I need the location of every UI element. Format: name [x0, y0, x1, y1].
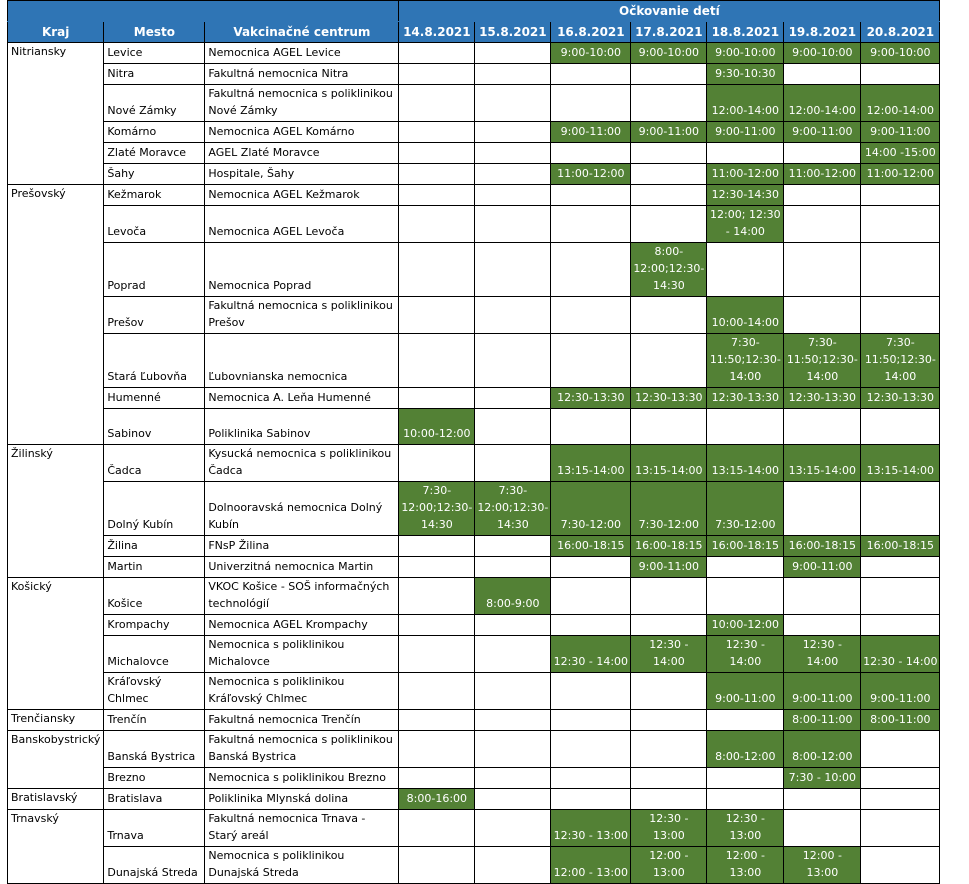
empty-slot-cell[interactable]	[551, 578, 631, 615]
mesto-cell[interactable]: Zlaté Moravce	[104, 143, 205, 164]
empty-slot-cell[interactable]	[475, 43, 551, 64]
time-slot-cell[interactable]: 12:30-13:30	[861, 388, 940, 409]
centrum-cell[interactable]: Fakultná nemocnica Trenčín	[205, 710, 399, 731]
table-row	[8, 673, 940, 710]
table-row	[8, 243, 940, 297]
time-slot-cell[interactable]: 7:30-11:50;12:30-14:00	[861, 334, 940, 388]
column-header-date-6[interactable]: 19.8.2021	[784, 22, 861, 43]
empty-slot-cell[interactable]	[551, 334, 631, 388]
table-row	[8, 334, 940, 388]
mesto-cell[interactable]: Košice	[104, 578, 205, 615]
empty-slot-cell[interactable]	[475, 731, 551, 768]
empty-slot-cell[interactable]	[475, 122, 551, 143]
time-slot-cell[interactable]: 13:15-14:00	[551, 445, 631, 482]
empty-slot-cell[interactable]	[475, 334, 551, 388]
empty-slot-cell[interactable]	[399, 673, 475, 710]
empty-slot-cell[interactable]	[475, 673, 551, 710]
table-row	[8, 731, 940, 768]
mesto-cell[interactable]: Trenčín	[104, 710, 205, 731]
time-slot-cell[interactable]: 12:00-14:00	[861, 85, 940, 122]
empty-slot-cell[interactable]	[475, 768, 551, 789]
time-slot-cell[interactable]: 9:00-10:00	[861, 43, 940, 64]
centrum-cell[interactable]: Dolnooravská nemocnica Dolný Kubín	[205, 482, 399, 536]
empty-slot-cell[interactable]	[631, 185, 707, 206]
centrum-cell[interactable]: Nemocnica s poliklinikou Michalovce	[205, 636, 399, 673]
empty-slot-cell[interactable]	[551, 615, 631, 636]
kraj-cell[interactable]: Trenčiansky	[8, 710, 104, 731]
centrum-cell[interactable]: Poliklinika Sabinov	[205, 409, 399, 445]
table-row	[8, 64, 940, 85]
table-row	[8, 164, 940, 185]
time-slot-cell[interactable]: 12:00 - 13:00	[551, 847, 631, 884]
empty-slot-cell[interactable]	[399, 185, 475, 206]
empty-slot-cell[interactable]	[475, 615, 551, 636]
centrum-cell[interactable]: Nemocnica Poprad	[205, 243, 399, 297]
centrum-cell[interactable]: Nemocnica s poliklinikou Dunajská Streda	[205, 847, 399, 884]
column-header-kraj[interactable]: Kraj	[8, 22, 104, 43]
empty-slot-cell[interactable]	[784, 615, 861, 636]
time-slot-cell[interactable]: 8:00-12:00;12:30-14:30	[631, 243, 707, 297]
time-slot-cell[interactable]: 7:30-12:00;12:30-14:30	[475, 482, 551, 536]
time-slot-cell[interactable]: 12:30 - 14:00	[861, 636, 940, 673]
mesto-cell[interactable]: Michalovce	[104, 636, 205, 673]
centrum-cell[interactable]: FNsP Žilina	[205, 536, 399, 557]
vaccination-schedule-table	[7, 0, 940, 884]
time-slot-cell[interactable]: 7:30-12:00	[631, 482, 707, 536]
kraj-cell[interactable]: Nitriansky	[8, 43, 104, 185]
time-slot-cell[interactable]: 8:00-9:00	[475, 578, 551, 615]
empty-slot-cell[interactable]	[399, 578, 475, 615]
table-row	[8, 206, 940, 243]
time-slot-cell[interactable]: 12:00-14:00	[784, 85, 861, 122]
time-slot-cell[interactable]: 12:30-13:30	[707, 388, 784, 409]
time-slot-cell[interactable]: 12:00 - 13:00	[631, 847, 707, 884]
empty-slot-cell[interactable]	[551, 768, 631, 789]
empty-slot-cell[interactable]	[399, 243, 475, 297]
centrum-cell[interactable]: Ľubovnianska nemocnica	[205, 334, 399, 388]
empty-slot-cell[interactable]	[784, 409, 861, 445]
column-header-date-1[interactable]: 14.8.2021	[399, 22, 475, 43]
empty-slot-cell[interactable]	[475, 388, 551, 409]
kraj-cell[interactable]: Košický	[8, 578, 104, 710]
time-slot-cell[interactable]: 11:00-12:00	[861, 164, 940, 185]
empty-slot-cell[interactable]	[475, 789, 551, 810]
column-header-date-5[interactable]: 18.8.2021	[707, 22, 784, 43]
title-spacer	[8, 1, 399, 22]
time-slot-cell[interactable]: 9:00-11:00	[551, 122, 631, 143]
empty-slot-cell[interactable]	[475, 847, 551, 884]
empty-slot-cell[interactable]	[631, 297, 707, 334]
empty-slot-cell[interactable]	[399, 847, 475, 884]
time-slot-cell[interactable]: 12:30 - 14:00	[784, 636, 861, 673]
column-header-centrum[interactable]: Vakcinačné centrum	[205, 22, 399, 43]
time-slot-cell[interactable]: 9:30-10:30	[707, 64, 784, 85]
time-slot-cell[interactable]: 13:15-14:00	[784, 445, 861, 482]
centrum-cell[interactable]: Nemocnica A. Leňa Humenné	[205, 388, 399, 409]
table-row	[8, 847, 940, 884]
mesto-cell[interactable]: Žilina	[104, 536, 205, 557]
empty-slot-cell[interactable]	[475, 710, 551, 731]
empty-slot-cell[interactable]	[861, 409, 940, 445]
mesto-cell[interactable]: Brezno	[104, 768, 205, 789]
empty-slot-cell[interactable]	[551, 143, 631, 164]
empty-slot-cell[interactable]	[399, 297, 475, 334]
kraj-cell[interactable]: Banskobystrický	[8, 731, 104, 789]
mesto-cell[interactable]: Prešov	[104, 297, 205, 334]
table-row	[8, 615, 940, 636]
centrum-cell[interactable]: Hospitale, Šahy	[205, 164, 399, 185]
table-row	[8, 636, 940, 673]
time-slot-cell[interactable]: 12:30-14:30	[707, 185, 784, 206]
empty-slot-cell[interactable]	[475, 297, 551, 334]
time-slot-cell[interactable]: 12:30 - 14:00	[631, 636, 707, 673]
empty-slot-cell[interactable]	[399, 445, 475, 482]
empty-slot-cell[interactable]	[784, 243, 861, 297]
mesto-cell[interactable]: Poprad	[104, 243, 205, 297]
empty-slot-cell[interactable]	[861, 557, 940, 578]
time-slot-cell[interactable]: 7:30-11:50;12:30-14:00	[707, 334, 784, 388]
time-slot-cell[interactable]: 12:30 - 13:00	[551, 810, 631, 847]
time-slot-cell[interactable]: 12:30 - 14:00	[551, 636, 631, 673]
empty-slot-cell[interactable]	[861, 578, 940, 615]
empty-slot-cell[interactable]	[551, 409, 631, 445]
empty-slot-cell[interactable]	[631, 615, 707, 636]
empty-slot-cell[interactable]	[475, 85, 551, 122]
empty-slot-cell[interactable]	[631, 768, 707, 789]
empty-slot-cell[interactable]	[631, 578, 707, 615]
table-row	[8, 768, 940, 789]
empty-slot-cell[interactable]	[399, 731, 475, 768]
time-slot-cell[interactable]: 9:00-10:00	[631, 43, 707, 64]
empty-slot-cell[interactable]	[399, 64, 475, 85]
centrum-cell[interactable]: Nemocnica AGEL Krompachy	[205, 615, 399, 636]
kraj-cell[interactable]: Prešovský	[8, 185, 104, 445]
centrum-cell[interactable]: Nemocnica AGEL Levice	[205, 43, 399, 64]
kraj-cell[interactable]: Bratislavský	[8, 789, 104, 810]
mesto-cell[interactable]: Nitra	[104, 64, 205, 85]
empty-slot-cell[interactable]	[631, 164, 707, 185]
empty-slot-cell[interactable]	[399, 810, 475, 847]
empty-slot-cell[interactable]	[631, 710, 707, 731]
time-slot-cell[interactable]: 7:30-12:00	[707, 482, 784, 536]
empty-slot-cell[interactable]	[707, 409, 784, 445]
time-slot-cell[interactable]: 9:00-11:00	[784, 557, 861, 578]
time-slot-cell[interactable]: 16:00-18:15	[707, 536, 784, 557]
time-slot-cell[interactable]: 12:00 - 13:00	[784, 847, 861, 884]
centrum-cell[interactable]: Poliklinika Mlynská dolina	[205, 789, 399, 810]
empty-slot-cell[interactable]	[399, 768, 475, 789]
table-row	[8, 297, 940, 334]
column-header-date-4[interactable]: 17.8.2021	[631, 22, 707, 43]
empty-slot-cell[interactable]	[631, 731, 707, 768]
empty-slot-cell[interactable]	[861, 243, 940, 297]
empty-slot-cell[interactable]	[551, 206, 631, 243]
centrum-cell[interactable]: Nemocnica s poliklinikou Kráľovský Chlmec	[205, 673, 399, 710]
time-slot-cell[interactable]: 10:00-14:00	[707, 297, 784, 334]
mesto-cell[interactable]: Stará Ľubovňa	[104, 334, 205, 388]
centrum-cell[interactable]: Nemocnica AGEL Levoča	[205, 206, 399, 243]
mesto-cell[interactable]: Dunajská Streda	[104, 847, 205, 884]
time-slot-cell[interactable]: 8:00-12:00	[707, 731, 784, 768]
empty-slot-cell[interactable]	[861, 847, 940, 884]
table-row	[8, 43, 940, 64]
empty-slot-cell[interactable]	[551, 731, 631, 768]
mesto-cell[interactable]: Martin	[104, 557, 205, 578]
empty-slot-cell[interactable]	[399, 122, 475, 143]
empty-slot-cell[interactable]	[551, 673, 631, 710]
time-slot-cell[interactable]: 12:00; 12:30 - 14:00	[707, 206, 784, 243]
table-row	[8, 122, 940, 143]
table-row	[8, 388, 940, 409]
empty-slot-cell[interactable]	[784, 206, 861, 243]
table-body	[8, 43, 940, 884]
time-slot-cell[interactable]: 11:00-12:00	[551, 164, 631, 185]
time-slot-cell[interactable]: 13:15-14:00	[631, 445, 707, 482]
empty-slot-cell[interactable]	[631, 409, 707, 445]
time-slot-cell[interactable]: 12:30 - 13:00	[631, 810, 707, 847]
empty-slot-cell[interactable]	[861, 731, 940, 768]
mesto-cell[interactable]: Trnava	[104, 810, 205, 847]
table-title: Očkovanie detí	[399, 1, 940, 22]
time-slot-cell[interactable]: 12:30 - 14:00	[707, 636, 784, 673]
empty-slot-cell[interactable]	[784, 810, 861, 847]
empty-slot-cell[interactable]	[551, 557, 631, 578]
time-slot-cell[interactable]: 7:30 - 10:00	[784, 768, 861, 789]
time-slot-cell[interactable]: 9:00-11:00	[784, 122, 861, 143]
centrum-cell[interactable]: Nemocnica AGEL Kežmarok	[205, 185, 399, 206]
time-slot-cell[interactable]: 16:00-18:15	[861, 536, 940, 557]
empty-slot-cell[interactable]	[399, 710, 475, 731]
empty-slot-cell[interactable]	[475, 409, 551, 445]
empty-slot-cell[interactable]	[707, 710, 784, 731]
empty-slot-cell[interactable]	[707, 768, 784, 789]
empty-slot-cell[interactable]	[399, 206, 475, 243]
table-row	[8, 557, 940, 578]
table-row	[8, 143, 940, 164]
centrum-cell[interactable]: Fakultná nemocnica Trnava - Starý areál	[205, 810, 399, 847]
empty-slot-cell[interactable]	[784, 185, 861, 206]
time-slot-cell[interactable]: 11:00-12:00	[784, 164, 861, 185]
empty-slot-cell[interactable]	[551, 64, 631, 85]
empty-slot-cell[interactable]	[631, 206, 707, 243]
centrum-cell[interactable]: Nemocnica s poliklinikou Brezno	[205, 768, 399, 789]
time-slot-cell[interactable]: 12:30-13:30	[551, 388, 631, 409]
empty-slot-cell[interactable]	[475, 445, 551, 482]
empty-slot-cell[interactable]	[551, 789, 631, 810]
centrum-cell[interactable]: Fakultná nemocnica s poliklinikou Banská Bystrica	[205, 731, 399, 768]
table-row	[8, 85, 940, 122]
empty-slot-cell[interactable]	[399, 536, 475, 557]
time-slot-cell[interactable]: 8:00-12:00	[784, 731, 861, 768]
mesto-cell[interactable]: Sabinov	[104, 409, 205, 445]
time-slot-cell[interactable]: 7:30-12:00	[551, 482, 631, 536]
empty-slot-cell[interactable]	[551, 710, 631, 731]
empty-slot-cell[interactable]	[861, 615, 940, 636]
empty-slot-cell[interactable]	[399, 143, 475, 164]
time-slot-cell[interactable]: 9:00-10:00	[551, 43, 631, 64]
centrum-cell[interactable]: Kysucká nemocnica s poliklinikou Čadca	[205, 445, 399, 482]
time-slot-cell[interactable]: 8:00-11:00	[861, 710, 940, 731]
empty-slot-cell[interactable]	[631, 64, 707, 85]
time-slot-cell[interactable]: 16:00-18:15	[631, 536, 707, 557]
empty-slot-cell[interactable]	[475, 636, 551, 673]
empty-slot-cell[interactable]	[399, 636, 475, 673]
column-header-date-2[interactable]: 15.8.2021	[475, 22, 551, 43]
empty-slot-cell[interactable]	[861, 789, 940, 810]
time-slot-cell[interactable]: 10:00-12:00	[399, 409, 475, 445]
time-slot-cell[interactable]: 9:00-11:00	[631, 122, 707, 143]
time-slot-cell[interactable]: 10:00-12:00	[707, 615, 784, 636]
empty-slot-cell[interactable]	[475, 243, 551, 297]
empty-slot-cell[interactable]	[551, 297, 631, 334]
table-row	[8, 810, 940, 847]
time-slot-cell[interactable]: 12:00-14:00	[707, 85, 784, 122]
time-slot-cell[interactable]: 12:00 - 13:00	[707, 847, 784, 884]
empty-slot-cell[interactable]	[475, 536, 551, 557]
empty-slot-cell[interactable]	[861, 185, 940, 206]
empty-slot-cell[interactable]	[707, 578, 784, 615]
empty-slot-cell[interactable]	[861, 64, 940, 85]
empty-slot-cell[interactable]	[631, 673, 707, 710]
time-slot-cell[interactable]: 9:00-10:00	[784, 43, 861, 64]
mesto-cell[interactable]: Nové Zámky	[104, 85, 205, 122]
empty-slot-cell[interactable]	[399, 615, 475, 636]
time-slot-cell[interactable]: 13:15-14:00	[707, 445, 784, 482]
empty-slot-cell[interactable]	[475, 810, 551, 847]
time-slot-cell[interactable]: 7:30-11:50;12:30-14:00	[784, 334, 861, 388]
centrum-cell[interactable]: Fakultná nemocnica s poliklinikou Nové Zámky	[205, 85, 399, 122]
kraj-cell[interactable]: Žilinský	[8, 445, 104, 578]
mesto-cell[interactable]: Humenné	[104, 388, 205, 409]
empty-slot-cell[interactable]	[784, 578, 861, 615]
time-slot-cell[interactable]: 12:30 - 13:00	[707, 810, 784, 847]
time-slot-cell[interactable]: 7:30-12:00;12:30-14:30	[399, 482, 475, 536]
empty-slot-cell[interactable]	[861, 206, 940, 243]
table-row	[8, 482, 940, 536]
time-slot-cell[interactable]: 9:00-10:00	[707, 43, 784, 64]
time-slot-cell[interactable]: 16:00-18:15	[784, 536, 861, 557]
kraj-cell[interactable]: Trnavský	[8, 810, 104, 884]
mesto-cell[interactable]: Šahy	[104, 164, 205, 185]
empty-slot-cell[interactable]	[399, 164, 475, 185]
mesto-cell[interactable]: Dolný Kubín	[104, 482, 205, 536]
empty-slot-cell[interactable]	[475, 143, 551, 164]
column-header-mesto[interactable]: Mesto	[104, 22, 205, 43]
empty-slot-cell[interactable]	[861, 768, 940, 789]
table-row	[8, 536, 940, 557]
empty-slot-cell[interactable]	[707, 243, 784, 297]
centrum-cell[interactable]: VKOC Košice - SOŠ informačných technológií	[205, 578, 399, 615]
mesto-cell[interactable]: Kežmarok	[104, 185, 205, 206]
mesto-cell[interactable]: Komárno	[104, 122, 205, 143]
time-slot-cell[interactable]: 13:15-14:00	[861, 445, 940, 482]
time-slot-cell[interactable]: 12:30-13:30	[784, 388, 861, 409]
time-slot-cell[interactable]: 16:00-18:15	[551, 536, 631, 557]
time-slot-cell[interactable]: 8:00-11:00	[784, 710, 861, 731]
time-slot-cell[interactable]: 11:00-12:00	[707, 164, 784, 185]
empty-slot-cell[interactable]	[475, 185, 551, 206]
empty-slot-cell[interactable]	[784, 143, 861, 164]
centrum-cell[interactable]: Nemocnica AGEL Komárno	[205, 122, 399, 143]
empty-slot-cell[interactable]	[475, 206, 551, 243]
empty-slot-cell[interactable]	[399, 43, 475, 64]
empty-slot-cell[interactable]	[861, 482, 940, 536]
empty-slot-cell[interactable]	[399, 557, 475, 578]
mesto-cell[interactable]: Bratislava	[104, 789, 205, 810]
mesto-cell[interactable]: Krompachy	[104, 615, 205, 636]
centrum-cell[interactable]: Fakultná nemocnica Nitra	[205, 64, 399, 85]
table-row	[8, 710, 940, 731]
table-row	[8, 185, 940, 206]
empty-slot-cell[interactable]	[399, 85, 475, 122]
empty-slot-cell[interactable]	[784, 789, 861, 810]
column-header-date-3[interactable]: 16.8.2021	[551, 22, 631, 43]
mesto-cell[interactable]: Čadca	[104, 445, 205, 482]
empty-slot-cell[interactable]	[784, 64, 861, 85]
centrum-cell[interactable]: Univerzitná nemocnica Martin	[205, 557, 399, 578]
time-slot-cell[interactable]: 9:00-11:00	[631, 557, 707, 578]
mesto-cell[interactable]: Banská Bystrica	[104, 731, 205, 768]
empty-slot-cell[interactable]	[707, 557, 784, 578]
mesto-cell[interactable]: Levoča	[104, 206, 205, 243]
centrum-cell[interactable]: AGEL Zlaté Moravce	[205, 143, 399, 164]
empty-slot-cell[interactable]	[475, 164, 551, 185]
empty-slot-cell[interactable]	[707, 143, 784, 164]
time-slot-cell[interactable]: 8:00-16:00	[399, 789, 475, 810]
empty-slot-cell[interactable]	[551, 243, 631, 297]
empty-slot-cell[interactable]	[631, 789, 707, 810]
empty-slot-cell[interactable]	[551, 85, 631, 122]
empty-slot-cell[interactable]	[399, 334, 475, 388]
time-slot-cell[interactable]: 9:00-11:00	[861, 673, 940, 710]
empty-slot-cell[interactable]	[631, 334, 707, 388]
empty-slot-cell[interactable]	[399, 388, 475, 409]
time-slot-cell[interactable]: 9:00-11:00	[707, 122, 784, 143]
empty-slot-cell[interactable]	[861, 297, 940, 334]
mesto-cell[interactable]: Kráľovský Chlmec	[104, 673, 205, 710]
empty-slot-cell[interactable]	[784, 482, 861, 536]
column-header-date-7[interactable]: 20.8.2021	[861, 22, 940, 43]
empty-slot-cell[interactable]	[631, 143, 707, 164]
table-row	[8, 578, 940, 615]
table-row	[8, 789, 940, 810]
time-slot-cell[interactable]: 9:00-11:00	[707, 673, 784, 710]
empty-slot-cell[interactable]	[475, 64, 551, 85]
empty-slot-cell[interactable]	[707, 789, 784, 810]
time-slot-cell[interactable]: 12:30-13:30	[631, 388, 707, 409]
time-slot-cell[interactable]: 9:00-11:00	[784, 673, 861, 710]
centrum-cell[interactable]: Fakultná nemocnica s poliklinikou Prešov	[205, 297, 399, 334]
table-row	[8, 409, 940, 445]
vaccination-table-sheet	[7, 0, 940, 884]
table-row	[8, 445, 940, 482]
time-slot-cell[interactable]: 9:00-11:00	[861, 122, 940, 143]
empty-slot-cell[interactable]	[784, 297, 861, 334]
empty-slot-cell[interactable]	[475, 557, 551, 578]
empty-slot-cell[interactable]	[551, 185, 631, 206]
mesto-cell[interactable]: Levice	[104, 43, 205, 64]
empty-slot-cell[interactable]	[861, 810, 940, 847]
time-slot-cell[interactable]: 14:00 -15:00	[861, 143, 940, 164]
empty-slot-cell[interactable]	[631, 85, 707, 122]
